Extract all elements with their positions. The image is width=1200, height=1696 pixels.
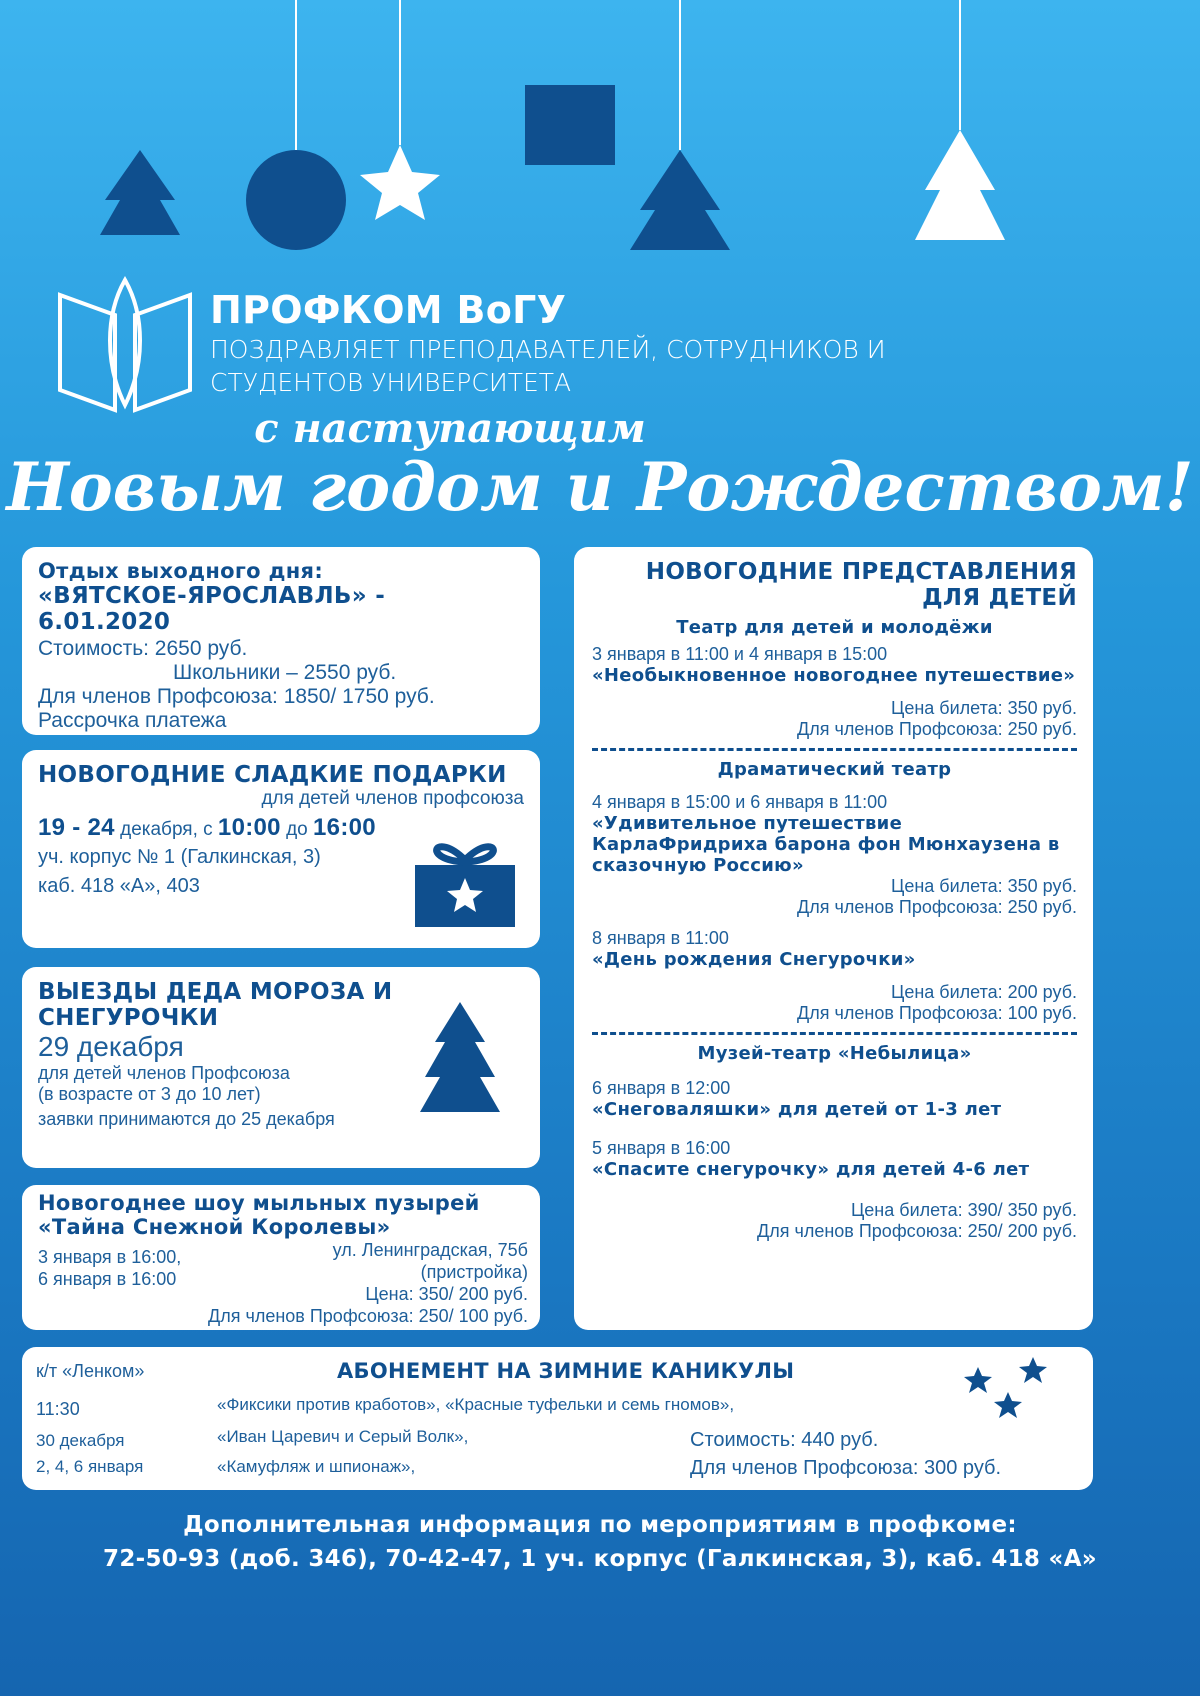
event-date: 6 января в 12:00 — [592, 1078, 731, 1098]
tree-ornament-icon — [100, 150, 180, 235]
event-title: «Спасите снегурочку» для детей 4-6 лет — [592, 1159, 1030, 1180]
bubbles-date-1: 3 января в 16:00, — [38, 1247, 182, 1267]
santa-card — [22, 967, 540, 1168]
bubbles-price: Цена: 350/ 200 руб. — [365, 1284, 528, 1304]
gift-ornament-icon — [525, 85, 615, 165]
footer-line-1: Дополнительная информация по мероприятиям в профкоме: — [183, 1512, 1017, 1538]
event-date: 3 января в 11:00 и 4 января в 15:00 — [592, 644, 888, 664]
footer-line-2: 72-50-93 (доб. 346), 70-42-47, 1 уч. корпус (Галкинская, 3), каб. 418 «А» — [103, 1546, 1097, 1572]
pass-time: 11:30 — [36, 1399, 80, 1419]
trip-title-1: Отдых выходного дня: — [38, 559, 324, 583]
event-members-price: Для членов Профсоюза: 250/ 200 руб. — [757, 1221, 1077, 1241]
star-ornament-icon — [360, 145, 440, 220]
trip-card — [22, 547, 540, 735]
theatre-name: Драматический театр — [717, 759, 952, 780]
pass-films-2: «Иван Царевич и Серый Волк», — [217, 1427, 469, 1446]
theatre-name: Театр для детей и молодёжи — [676, 617, 993, 638]
event-title: «День рождения Снегурочки» — [592, 949, 916, 970]
bubbles-members-price: Для членов Профсоюза: 250/ 100 руб. — [208, 1306, 528, 1326]
gifts-card — [22, 750, 540, 948]
gifts-dates: 19 - 24 декабря, с 10:00 до 16:00 — [38, 814, 376, 841]
bubbles-title-2: «Тайна Снежной Королевы» — [38, 1215, 391, 1239]
bubbles-title-1: Новогоднее шоу мыльных пузырей — [38, 1191, 480, 1215]
pass-films-1: «Фиксики против кработов», «Красные туфельки и семь гномов», — [217, 1395, 735, 1414]
pass-date-1: 30 декабря — [36, 1431, 125, 1450]
pass-members-cost: Для членов Профсоюза: 300 руб. — [690, 1457, 1002, 1479]
santa-for: для детей членов Профсоюза — [38, 1063, 290, 1083]
union-logo-icon — [50, 275, 200, 415]
hanging-stars-icon — [963, 1347, 1053, 1427]
event-title: «Удивительное путешествие КарлаФридриха барона фон Мюнхаузена в сказочную Россию» — [592, 813, 1060, 876]
trip-school-price: Школьники – 2550 руб. — [173, 661, 397, 684]
cinema-name: к/т «Ленком» — [36, 1361, 145, 1381]
event-title: «Снеговаляшки» для детей от 1-3 лет — [592, 1099, 1002, 1120]
event-price: Цена билета: 200 руб. — [891, 982, 1077, 1002]
greeting-line-2: СТУДЕНТОВ УНИВЕРСИТЕТА — [210, 368, 572, 397]
event-date: 5 января в 16:00 — [592, 1138, 731, 1158]
santa-age: (в возрасте от 3 до 10 лет) — [38, 1084, 261, 1104]
winter-pass-card — [22, 1347, 1093, 1490]
trip-members-price: Для членов Профсоюза: 1850/ 1750 руб. — [38, 685, 435, 708]
pass-films-3: «Камуфляж и шпионаж», — [217, 1457, 416, 1476]
santa-date: 29 декабря — [38, 1031, 184, 1062]
greeting-line-1: ПОЗДРАВЛЯЕТ ПРЕПОДАВАТЕЛЕЙ, СОТРУДНИКОВ И — [210, 335, 886, 364]
pass-date-2: 2, 4, 6 января — [36, 1457, 144, 1476]
event-date: 4 января в 15:00 и 6 января в 11:00 — [592, 792, 888, 812]
event-members-price: Для членов Профсоюза: 250 руб. — [797, 719, 1077, 739]
gift-icon — [410, 830, 520, 930]
tree-ornament-icon — [630, 150, 730, 250]
event-price: Цена билета: 390/ 350 руб. — [850, 1200, 1077, 1220]
tree-ornament-icon — [915, 130, 1005, 240]
santa-deadline: заявки принимаются до 25 декабря — [38, 1109, 335, 1129]
tree-icon — [420, 997, 500, 1117]
event-title: «Необыкновенное новогоднее путешествие» — [592, 665, 1076, 686]
bubbles-card — [22, 1185, 540, 1330]
event-price: Цена билета: 350 руб. — [891, 876, 1077, 896]
santa-title-2: СНЕГУРОЧКИ — [38, 1005, 219, 1031]
pass-title: АБОНЕМЕНТ НА ЗИМНИЕ КАНИКУЛЫ — [337, 1359, 795, 1383]
event-members-price: Для членов Профсоюза: 100 руб. — [797, 1003, 1077, 1023]
shows-title-1: НОВОГОДНИЕ ПРЕДСТАВЛЕНИЯ — [645, 559, 1077, 585]
ball-ornament-icon — [246, 150, 346, 250]
shows-card — [574, 547, 1093, 1330]
gifts-room: каб. 418 «А», 403 — [38, 875, 200, 897]
gifts-title: НОВОГОДНИЕ СЛАДКИЕ ПОДАРКИ — [38, 762, 507, 788]
bubbles-address-2: (пристройка) — [420, 1262, 528, 1282]
pass-cost: Стоимость: 440 руб. — [690, 1429, 879, 1451]
org-title: ПРОФКОМ ВоГУ — [210, 288, 567, 332]
shows-title-2: ДЛЯ ДЕТЕЙ — [922, 585, 1077, 611]
bubbles-address: ул. Ленинградская, 75б — [332, 1240, 528, 1260]
trip-installment: Рассрочка платежа — [38, 709, 227, 732]
gifts-subtitle: для детей членов профсоюза — [261, 788, 524, 809]
event-members-price: Для членов Профсоюза: 250 руб. — [797, 897, 1077, 917]
theatre-name: Музей-театр «Небылица» — [697, 1043, 972, 1064]
gifts-place: уч. корпус № 1 (Галкинская, 3) — [38, 846, 321, 868]
script-greeting-2: Новым годом и Рождеством! — [6, 448, 1194, 526]
event-date: 8 января в 11:00 — [592, 928, 729, 948]
ornaments-decoration — [0, 0, 1200, 280]
trip-title-2: «ВЯТСКОЕ-ЯРОСЛАВЛЬ» - 6.01.2020 — [38, 583, 386, 635]
event-price: Цена билета: 350 руб. — [891, 698, 1077, 718]
script-greeting-1: с наступающим — [254, 405, 646, 452]
santa-title-1: ВЫЕЗДЫ ДЕДА МОРОЗА И — [38, 979, 393, 1005]
divider — [592, 1032, 1077, 1035]
divider — [592, 748, 1077, 751]
bubbles-date-2: 6 января в 16:00 — [38, 1269, 177, 1289]
trip-cost: Стоимость: 2650 руб. — [38, 637, 248, 660]
